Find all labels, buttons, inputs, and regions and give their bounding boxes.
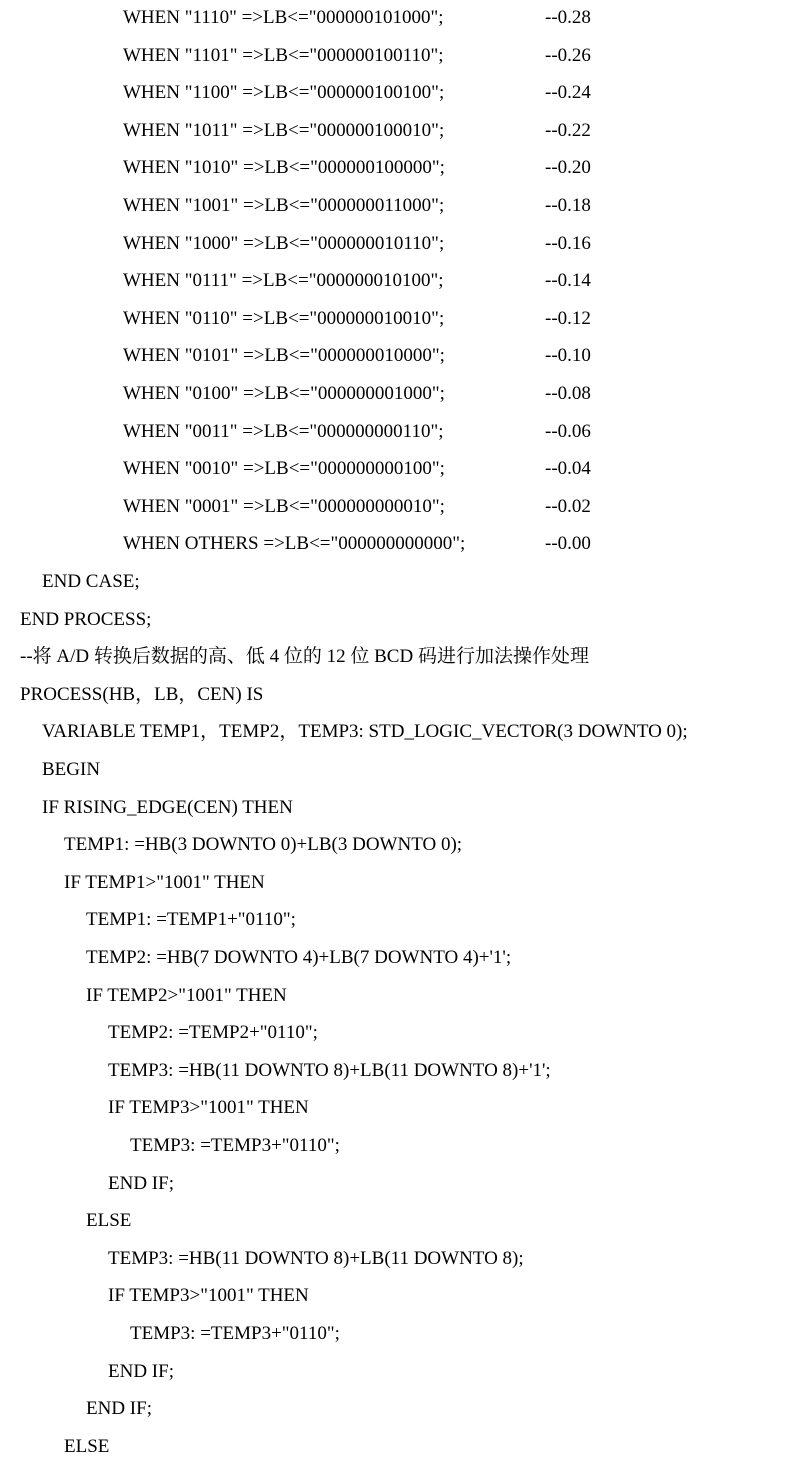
case-comment: --0.10	[545, 345, 591, 367]
code-line: ELSE	[86, 1210, 132, 1232]
code-line: ELSE	[64, 1435, 110, 1457]
case-statement: WHEN "1101" =>LB<="000000100110";	[123, 44, 444, 66]
case-row	[0, 226, 800, 262]
code-line: END CASE;	[42, 571, 140, 592]
code-line: BEGIN	[42, 759, 101, 780]
case-comment: --0.04	[545, 458, 591, 480]
code-line: END IF;	[86, 1398, 152, 1420]
case-statement: WHEN "0110" =>LB<="000000010010";	[123, 307, 445, 329]
case-comment: --0.20	[545, 157, 591, 179]
code-line: END IF;	[108, 1360, 174, 1382]
case-comment: --0.22	[545, 119, 591, 141]
code-line: TEMP3: =TEMP3+"0110";	[130, 1323, 340, 1344]
case-comment: --0.28	[545, 7, 591, 28]
case-row	[0, 38, 800, 74]
case-row	[0, 75, 800, 111]
code-line: IF TEMP3>"1001" THEN	[108, 1285, 309, 1307]
case-row	[0, 414, 800, 450]
case-statement: WHEN "1100" =>LB<="000000100100";	[123, 82, 445, 104]
case-statement: WHEN "0101" =>LB<="000000010000";	[123, 345, 445, 367]
code-line: TEMP3: =HB(11 DOWNTO 8)+LB(11 DOWNTO 8);	[108, 1247, 524, 1269]
case-row	[0, 113, 800, 149]
code-line: IF TEMP2>"1001" THEN	[86, 984, 287, 1006]
case-statement: WHEN "1110" =>LB<="000000101000";	[123, 7, 444, 28]
case-statement: WHEN "1010" =>LB<="000000100000";	[123, 157, 445, 179]
code-line: IF RISING_EDGE(CEN) THEN	[42, 796, 293, 818]
case-comment: --0.16	[545, 232, 591, 254]
case-comment: --0.18	[545, 195, 591, 216]
code-line: TEMP3: =TEMP3+"0110";	[130, 1135, 340, 1156]
case-comment: --0.06	[545, 420, 591, 442]
code-line: IF TEMP3>"1001" THEN	[108, 1097, 309, 1119]
case-statement: WHEN "0010" =>LB<="000000000100";	[123, 458, 445, 480]
code-line: END PROCESS;	[20, 608, 152, 630]
case-comment: --0.14	[545, 270, 591, 292]
case-comment: --0.08	[545, 383, 591, 404]
case-statement: WHEN OTHERS =>LB<="000000000000";	[123, 533, 466, 555]
case-row	[0, 376, 800, 412]
case-statement: WHEN "1011" =>LB<="000000100010";	[123, 119, 445, 141]
code-line: TEMP2: =HB(7 DOWNTO 4)+LB(7 DOWNTO 4)+'1';	[86, 947, 512, 968]
case-row	[0, 150, 800, 186]
case-row	[0, 338, 800, 374]
case-statement: WHEN "0111" =>LB<="000000010100";	[123, 270, 444, 292]
case-row	[0, 263, 800, 299]
code-comment-line: --将 A/D 转换后数据的高、低 4 位的 12 位 BCD 码进行加法操作处理	[20, 646, 589, 668]
code-line: TEMP2: =TEMP2+"0110";	[108, 1022, 318, 1044]
case-comment: --0.02	[545, 495, 591, 517]
case-comment: --0.12	[545, 307, 591, 329]
case-statement: WHEN "0100" =>LB<="000000001000";	[123, 383, 445, 404]
code-line: VARIABLE TEMP1，TEMP2，TEMP3: STD_LOGIC_VECTOR(3 DOWNTO 0);	[42, 721, 688, 743]
code-line: PROCESS(HB，LB，CEN) IS	[20, 683, 264, 705]
code-line: TEMP1: =HB(3 DOWNTO 0)+LB(3 DOWNTO 0);	[64, 834, 463, 856]
case-row	[0, 0, 800, 36]
case-comment: --0.00	[545, 533, 591, 555]
case-row	[0, 451, 800, 487]
case-row	[0, 489, 800, 525]
case-statement: WHEN "1000" =>LB<="000000010110";	[123, 232, 445, 254]
case-row	[0, 301, 800, 337]
case-statement: WHEN "0011" =>LB<="000000000110";	[123, 420, 444, 442]
case-comment: --0.26	[545, 44, 591, 66]
code-line: IF TEMP1>"1001" THEN	[64, 871, 265, 893]
case-statement: WHEN "0001" =>LB<="000000000010";	[123, 495, 445, 517]
code-line: TEMP1: =TEMP1+"0110";	[86, 909, 296, 931]
case-statement: WHEN "1001" =>LB<="000000011000";	[123, 195, 445, 216]
code-line: END IF;	[108, 1172, 174, 1194]
case-row	[0, 188, 800, 224]
case-row	[0, 526, 800, 562]
case-comment: --0.24	[545, 82, 591, 104]
code-line: TEMP3: =HB(11 DOWNTO 8)+LB(11 DOWNTO 8)+'1';	[108, 1059, 551, 1081]
